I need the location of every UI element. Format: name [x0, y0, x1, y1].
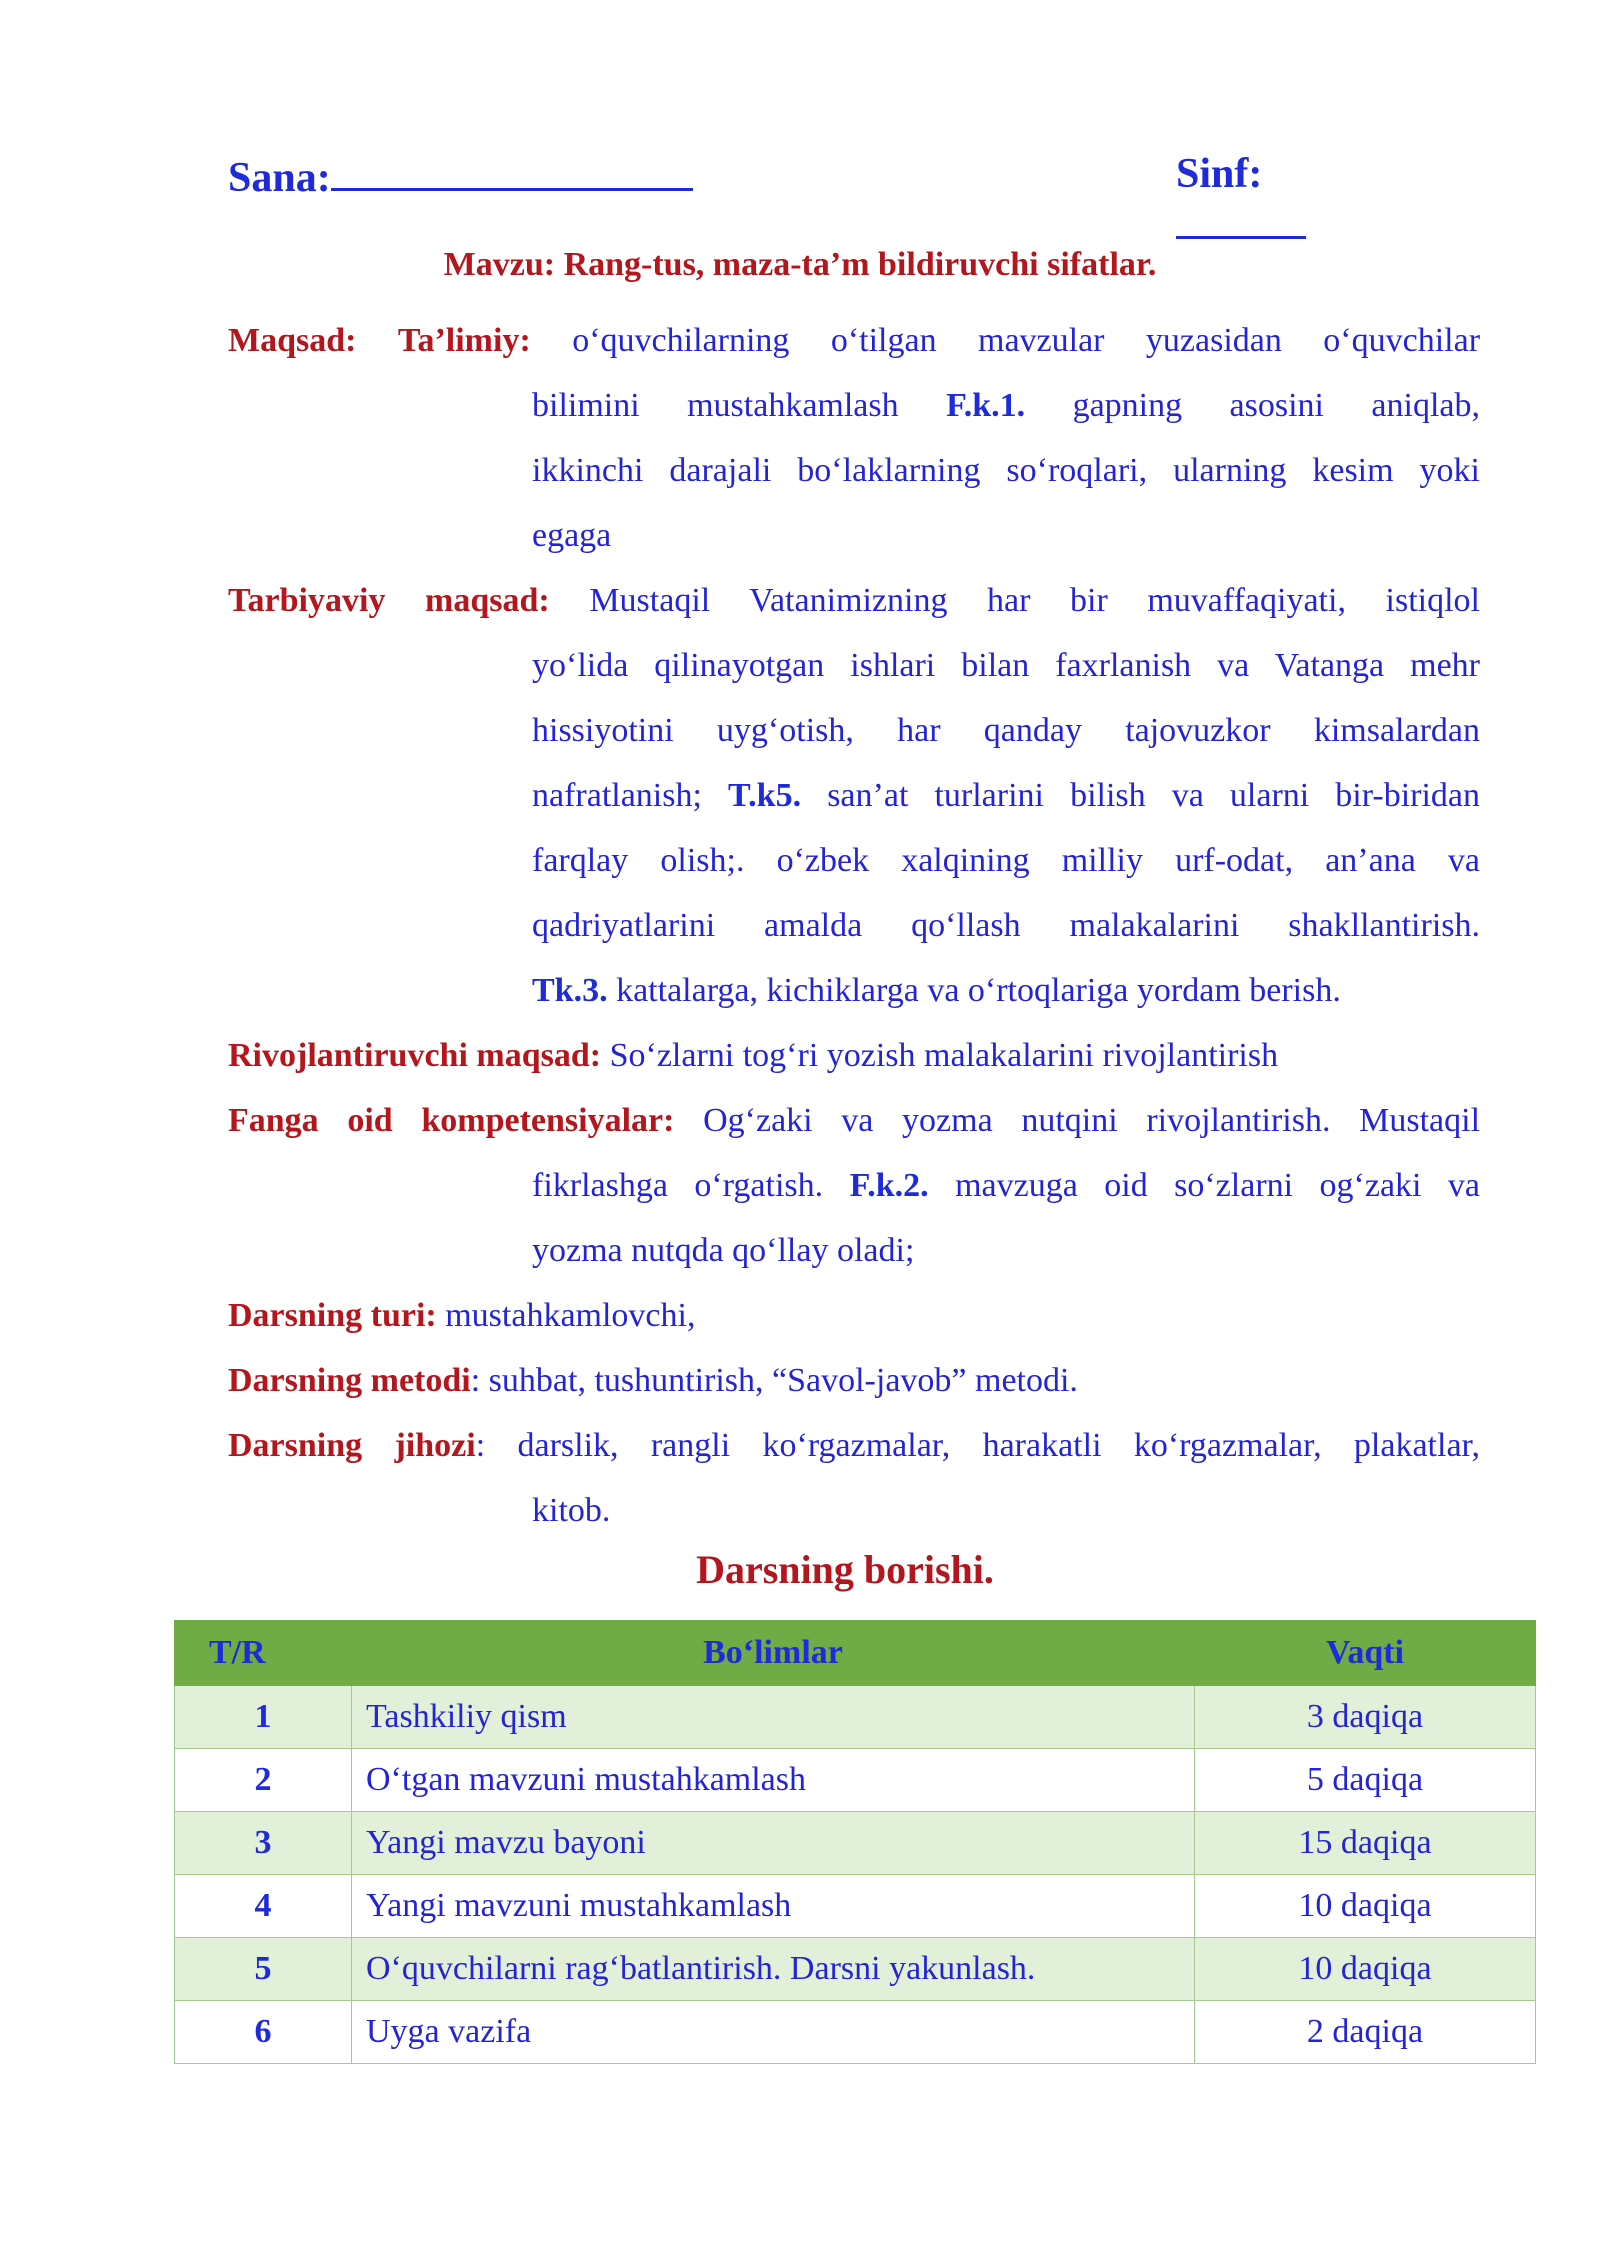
upbringing-text-2: yo‘lida qilinayotgan ishlari bilan faxrlanish va Vatanga mehr [532, 647, 1480, 684]
row-time: 2 daqiqa [1195, 2001, 1536, 2064]
educational-text-1: o‘quvchilarning o‘tilgan mavzular yuzasidan o‘quvchilar [572, 322, 1481, 359]
educational-goal [228, 308, 1480, 568]
row-section: Tashkiliy qism [352, 1686, 1195, 1749]
upbringing-line-7 [228, 958, 1480, 1023]
upbringing-line-3 [228, 698, 1480, 763]
lesson-equipment-line-1 [228, 1413, 1480, 1478]
lesson-equipment-line-2 [228, 1478, 1480, 1543]
row-number: 4 [175, 1875, 352, 1938]
lesson-goals [228, 308, 1480, 1543]
row-section: O‘tgan mavzuni mustahkamlash [352, 1749, 1195, 1812]
upbringing-text-4a: nafratlanish; [532, 777, 702, 814]
row-section: Yangi mavzuni mustahkamlash [352, 1875, 1195, 1938]
competence-line-1 [228, 1088, 1480, 1153]
row-time: 10 daqiqa [1195, 1938, 1536, 2001]
competence-line-3 [228, 1218, 1480, 1283]
column-header-time: Vaqti [1195, 1621, 1536, 1686]
development-text: So‘zlarni tog‘ri yozish malakalarini rivojlantirish [609, 1037, 1279, 1074]
competence-goal [228, 1088, 1480, 1283]
row-number: 5 [175, 1938, 352, 2001]
lesson-type-value: mustahkamlovchi, [445, 1297, 696, 1334]
table-row [175, 1812, 1536, 1875]
class-label: Sinf: [1176, 151, 1263, 197]
course-title: Darsning borishi. [696, 1547, 994, 1592]
educational-code: F.k.1. [946, 387, 1026, 424]
lesson-equipment [228, 1413, 1480, 1543]
column-header-number: T/R [175, 1621, 352, 1686]
row-time: 5 daqiqa [1195, 1749, 1536, 1812]
educational-text-4: egaga [532, 517, 612, 554]
competence-line-2 [228, 1153, 1480, 1218]
row-number: 1 [175, 1686, 352, 1749]
goal-label: Maqsad: [228, 322, 357, 359]
lesson-equipment-text-1: : darslik, rangli ko‘rgazmalar, harakatli ko‘rgazmalar, plakatlar, [475, 1427, 1481, 1464]
educational-text-2b: gapning asosini aniqlab, [1072, 387, 1481, 424]
lesson-type-label: Darsning turi: [228, 1297, 437, 1334]
topic-line [0, 246, 1600, 284]
row-section: O‘quvchilarni rag‘batlantirish. Darsni yakunlash. [352, 1938, 1195, 2001]
educational-label: Ta’limiy: [397, 322, 531, 359]
row-section: Uyga vazifa [352, 2001, 1195, 2064]
development-label: Rivojlantiruvchi maqsad: [228, 1037, 602, 1074]
lesson-method-line [228, 1348, 1480, 1413]
row-time: 15 daqiqa [1195, 1812, 1536, 1875]
upbringing-label: Tarbiyaviy maqsad: [228, 582, 550, 619]
lesson-method-value: : suhbat, tushuntirish, “Savol-javob” metodi. [470, 1362, 1078, 1399]
lesson-equipment-label: Darsning jihozi [228, 1427, 476, 1464]
development-line [228, 1023, 1480, 1088]
date-label: Sana: [228, 155, 331, 201]
upbringing-text-6: qadriyatlarini amalda qo‘llash malakalarini shakllantirish. [532, 907, 1480, 944]
row-time: 3 daqiqa [1195, 1686, 1536, 1749]
upbringing-text-4b: san’at turlarini bilish va ularni bir-biridan [827, 777, 1481, 814]
upbringing-goal [228, 568, 1480, 1023]
competence-label: Fanga oid kompetensiyalar: [228, 1102, 675, 1139]
upbringing-line-1 [228, 568, 1480, 633]
row-section: Yangi mavzu bayoni [352, 1812, 1195, 1875]
lesson-type-line [228, 1283, 1480, 1348]
educational-line-4 [228, 503, 1480, 568]
table-row [175, 2001, 1536, 2064]
competence-text-1: Og‘zaki va yozma nutqini rivojlantirish. Mustaqil [703, 1102, 1481, 1139]
lesson-course-table [174, 1620, 1536, 2064]
educational-text-2a: bilimini mustahkamlash [532, 387, 899, 424]
table-row [175, 1938, 1536, 2001]
educational-line-3 [228, 438, 1480, 503]
lesson-method-label: Darsning metodi [228, 1362, 471, 1399]
row-number: 2 [175, 1749, 352, 1812]
competence-code: F.k.2. [849, 1167, 929, 1204]
upbringing-line-4 [228, 763, 1480, 828]
date-blank-line [331, 150, 693, 191]
upbringing-code-2: Tk.3. [532, 972, 608, 1009]
row-number: 6 [175, 2001, 352, 2064]
table-row [175, 1875, 1536, 1938]
upbringing-line-2 [228, 633, 1480, 698]
row-time: 10 daqiqa [1195, 1875, 1536, 1938]
competence-text-2b: mavzuga oid so‘zlarni og‘zaki va [955, 1167, 1481, 1204]
upbringing-line-6 [228, 893, 1480, 958]
competence-text-3: yozma nutqda qo‘llay oladi; [532, 1232, 915, 1269]
lesson-type [228, 1283, 1480, 1348]
upbringing-text-5: farqlay olish;. o‘zbek xalqining milliy urf-odat, an’ana va [532, 842, 1480, 879]
class-field [1176, 150, 1392, 250]
competence-text-2a: fikrlashga o‘rgatish. [532, 1167, 824, 1204]
class-blank-line [1176, 198, 1306, 239]
header-row [228, 150, 1392, 210]
topic-label: Mavzu: [443, 246, 556, 283]
lesson-method [228, 1348, 1480, 1413]
upbringing-line-5 [228, 828, 1480, 893]
development-goal [228, 1023, 1480, 1088]
topic-value: Rang-tus, maza-ta’m bildiruvchi sifatlar. [563, 246, 1157, 283]
upbringing-text-3: hissiyotini uyg‘otish, har qanday tajovuzkor kimsalardan [532, 712, 1480, 749]
upbringing-code-1: T.k5. [728, 777, 802, 814]
table-row [175, 1686, 1536, 1749]
row-number: 3 [175, 1812, 352, 1875]
table-row [175, 1749, 1536, 1812]
educational-text-3: ikkinchi darajali bo‘laklarning so‘roqlari, ularning kesim yoki [532, 452, 1480, 489]
date-field [228, 150, 693, 202]
educational-line-2 [228, 373, 1480, 438]
column-header-sections: Bo‘limlar [352, 1621, 1195, 1686]
upbringing-text-7: kattalarga, kichiklarga va o‘rtoqlariga yordam berish. [616, 972, 1341, 1009]
educational-line-1 [228, 308, 1480, 373]
upbringing-text-1: Mustaqil Vatanimizning har bir muvaffaqiyati, istiqlol [589, 582, 1480, 619]
lesson-equipment-text-2: kitob. [532, 1492, 611, 1529]
table-header-row [175, 1621, 1536, 1686]
